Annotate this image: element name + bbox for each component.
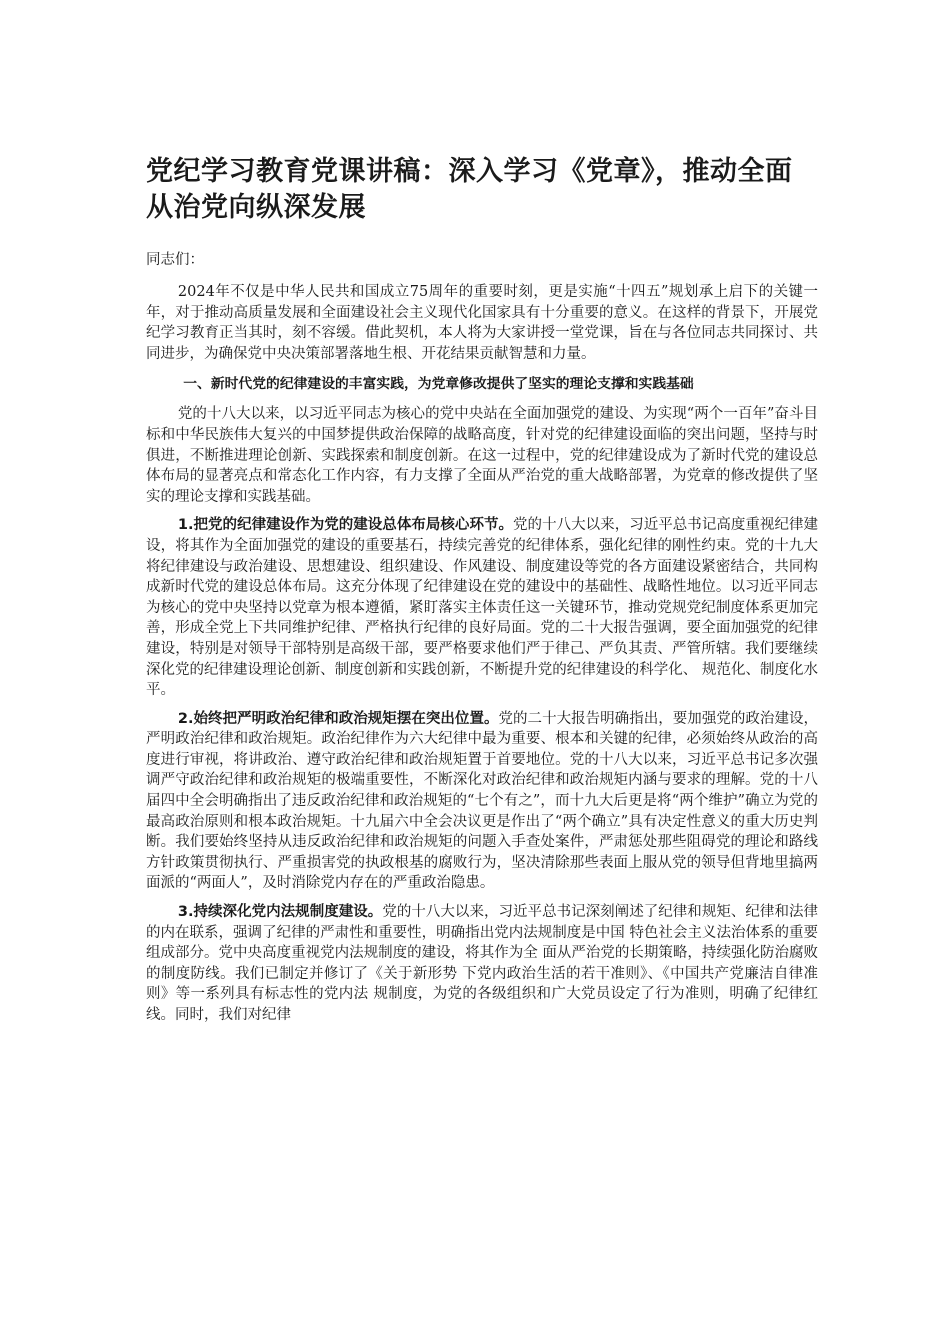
document-page — [146, 154, 818, 1034]
intro-paragraph: 2024年不仅是中华人民共和国成立75周年的重要时刻，更是实施“十四五”规划承上启下的关键一年，对于推动高质量发展和全面建设社会主义现代化国家具有十分重要的意义。在这样的背景下，开展党纪学习教育正当其时，刻不容缓。借此契机，本人将为大家讲授一堂党课，旨在与各位同志共同探讨、共同进步，为确保党中央决策部署落地生根、开花结果贡献智慧和力量。 — [146, 284, 818, 362]
point-1-lead: 1.把党的纪律建设作为党的建设总体布局核心环节。 — [177, 517, 514, 534]
section-1-heading: 一、新时代党的纪律建设的丰富实践，为党章修改提供了坚实的理论支撑和实践基础 — [183, 376, 694, 393]
point-1-paragraph — [146, 515, 818, 700]
point-2-paragraph — [146, 709, 818, 894]
point-1-body: 党的十八大以来，习近平总书记高度重视纪律建设，将其作为全面加强党的建设的重要基石，持续完善党的纪律体系，强化纪律的刚性约束。党的十九大将纪律建设与政治建设、思想建设、组织建设、作风建设、制度建设等党的各方面建设紧密结合，共同构成新时代党的建设总体布局。这充分体现了纪律建设在党的建设中的基础性、战略性地位。以习近平同志为核心的党中央坚持以党章为根本遵循，紧盯落实主体责任这一关键环节，推动党规党纪制度体系更加完善，形成全党上下共同维护纪律、严格执行纪律的良好局面。党的二十大报告强调，要全面加强党的纪律建设，特别是对领导干部特别是高级干部，要严格要求他们严于律己、严负其责、严管所辖。我们要继续深化党的纪律建设理论创新、制度创新和实践创新，不断提升党的纪律建设的科学化、 规范化、制度化水平。 — [146, 517, 818, 699]
point-3-paragraph — [146, 902, 818, 1026]
section-1-paragraph: 党的十八大以来，以习近平同志为核心的党中央站在全面加强党的建设、为实现“两个一百年”奋斗目标和中华民族伟大复兴的中国梦提供政治保障的战略高度，针对党的纪律建设面临的突出问题，坚持与时俱进，不断推进理论创新、实践探索和制度创新。在这一过程中，党的纪律建设成为了新时代党的建设总体布局的显著亮点和常态化工作内容，有力支撑了全面从严治党的重大战略部署，为党章的修改提供了坚实的理论支撑和实践基础。 — [146, 406, 818, 505]
point-3-lead: 3.持续深化党内法规制度建设。 — [177, 904, 383, 921]
salutation: 同志们： — [146, 252, 204, 268]
point-3-body: 党的十八大以来，习近平总书记深刻阐述了纪律和规矩、纪律和法律的内在联系，强调了纪律的严肃性和重要性，明确指出党内法规制度是中国 特色社会主义法治体系的重要组成部分。党中央高度重视党内法规制度的建设，将其作为全 面从严治党的长期策略，持续强化防治腐败的制度防线。我们已制定并修订了《关于新形势 下党内政治生活的若干准则》、《中国共产党廉洁自律准则》等一系列具有标志性的党内法 规制度，为党的各级组织和广大党员设定了行为准则，明确了纪律红线。同时，我们对纪律 — [146, 904, 818, 1023]
document-title: 党纪学习教育党课讲稿：深入学习《党章》，推动全面从治党向纵深发展 — [146, 156, 793, 223]
point-2-lead: 2.始终把严明政治纪律和政治规矩摆在突出位置。 — [177, 710, 499, 727]
point-2-body: 党的二十大报告明确指出，要加强党的政治建设，严明政治纪律和政治规矩。政治纪律作为六大纪律中最为重要、根本和关键的纪律，必须始终从政治的高度进行审视，将讲政治、遵守政治纪律和政治规矩置于首要地位。党的十八大以来，习近平总书记多次强调严守政治纪律和政治规矩的极端重要性，不断深化对政治纪律和政治规矩内涵与要求的理解。党的十八届四中全会明确指出了违反政治纪律和政治规矩的“七个有之”，而十九大后更是将“两个维护”确立为党的最高政治原则和根本政治规矩。十九届六中全会决议更是作出了“两个确立”具有决定性意义的重大历史判断。我们要始终坚持从违反政治纪律和政治规矩的问题入手查处案件，严肃惩处那些阻碍党的理论和路线方针政策贯彻执行、严重损害党的执政根基的腐败行为，坚决清除那些表面上服从党的领导但背地里搞两面派的“两面人”，及时消除党内存在的严重政治隐患。 — [146, 710, 818, 892]
